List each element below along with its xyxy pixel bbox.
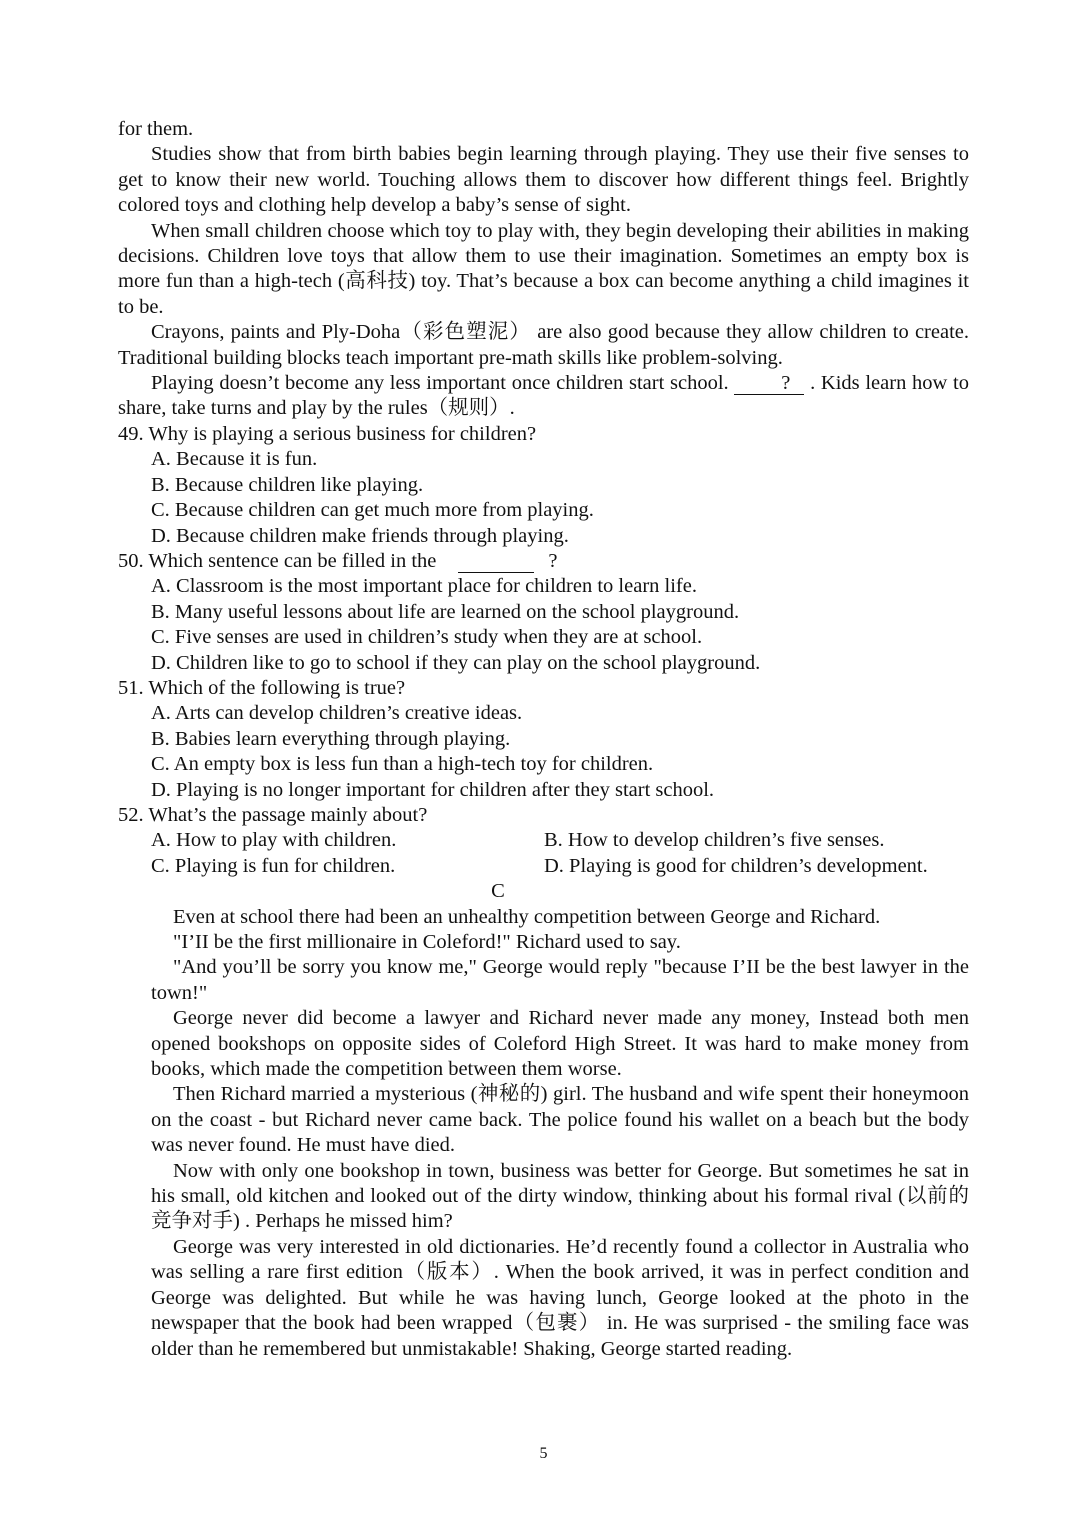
text-column xyxy=(118,117,969,1362)
question-50-option-b: B. Many useful lessons about life are learned on the school playground. xyxy=(151,600,740,623)
story-paragraph: "I’II be the first millionaire in Coleford!" Richard used to say. xyxy=(173,931,681,953)
question-50-blank xyxy=(458,550,534,573)
question-49-option-b: B. Because children like playing. xyxy=(151,473,424,496)
paragraph-senses: Studies show that from birth babies begin learning through playing. They use their five senses to get to know their new world. Touching allows them to discover how different things feel. Brightly colored toys and clothing help develop a baby’s sense of sight. xyxy=(118,143,969,217)
question-51-option-a: A. Arts can develop children’s creative ideas. xyxy=(151,702,523,725)
story-paragraph: Then Richard married a mysterious (神秘的) girl. The husband and wife spent their honeymoon on the coast - but Richard never came back. The police found his wallet on a beach but the body was never found. He must have died. xyxy=(151,1083,969,1157)
paragraph-decisions: When small children choose which toy to play with, they begin developing their abilities in making decisions. Children love toys that allow them to use their imagination. Sometimes an empty box is more fun than a high-tech (高科技) toy. That’s because a box can become anything a child imagines it to be. xyxy=(118,219,969,318)
question-49-option-c: C. Because children can get much more from playing. xyxy=(151,499,594,522)
paragraph-school-after: . Kids learn how to share, take turns and play by the rules（规则）. xyxy=(118,372,969,420)
question-51-option-b: B. Babies learn everything through playing. xyxy=(151,727,511,750)
story-passage xyxy=(151,905,969,1362)
question-50-option-c: C. Five senses are used in children’s study when they are at school. xyxy=(151,626,703,649)
paragraph-create: Crayons, paints and Ply-Doha（彩色塑泥） are also good because they allow children to create. Traditional building blocks teach important pre-math skills like problem-solving. xyxy=(118,321,969,369)
question-49-option-a: A. Because it is fun. xyxy=(151,448,318,471)
question-52-options-row-2 xyxy=(151,854,969,879)
question-50-stem-mark: ? xyxy=(548,549,558,572)
question-50-option-a: A. Classroom is the most important place for children to learn life. xyxy=(151,575,697,598)
story-paragraph: George never did become a lawyer and Richard never made any money, Instead both men opened bookshops on opposite sides of Coleford High Street. It was hard to make money from books, which made the competition between them worse. xyxy=(151,1007,969,1081)
question-51-option-d: D. Playing is no longer important for children after they start school. xyxy=(151,778,715,801)
paragraph-continuation: for them. xyxy=(118,118,194,140)
question-49-stem: 49. Why is playing a serious business for children? xyxy=(118,422,537,445)
question-52-stem: 52. What’s the passage mainly about? xyxy=(118,803,428,826)
question-52-option-c: C. Playing is fun for children. xyxy=(151,854,396,877)
paragraph-school xyxy=(118,371,969,422)
story-paragraph: Even at school there had been an unhealthy competition between George and Richard. xyxy=(173,905,881,928)
story-paragraph: George was very interested in old dictionaries. He’d recently found a collector in Australia who was selling a rare first edition（版本）. When the book arrived, it was in perfect condition and George was delighted. But while he was having lunch, George looked at the photo in the newspaper that the book had been wrapped（包裹） in. He was surprised - the smiling face was older than he remembered but unmistakable! Shaking, George started reading. xyxy=(151,1235,969,1360)
answer-blank: ? xyxy=(734,372,804,395)
section-heading: C xyxy=(491,880,505,903)
question-50-option-d: D. Children like to go to school if they can play on the school playground. xyxy=(151,651,761,674)
question-49-option-d: D. Because children make friends through playing. xyxy=(151,524,569,547)
question-52-option-d: D. Playing is good for children’s development. xyxy=(544,854,928,877)
question-50-stem-text: 50. Which sentence can be filled in the xyxy=(118,549,437,572)
story-paragraph: "And you’ll be sorry you know me," George would reply "because I’II be the best lawyer in the town!" xyxy=(151,956,969,1004)
question-52-options-row-1 xyxy=(151,828,969,853)
question-52-option-a: A. How to play with children. xyxy=(151,829,397,852)
story-paragraph: Now with only one bookshop in town, business was better for George. But sometimes he sat in his small, old kitchen and looked out of the dirty window, thinking about his formal rival (以前的竞争对手) . Perhaps he missed him? xyxy=(151,1159,969,1233)
question-52-option-b: B. How to develop children’s five senses. xyxy=(544,829,885,852)
page-number: 5 xyxy=(539,1445,548,1462)
question-50-stem xyxy=(118,549,969,574)
paragraph-school-before: Playing doesn’t become any less important once children start school. xyxy=(151,372,735,395)
question-51-option-c: C. An empty box is less fun than a high-tech toy for children. xyxy=(151,753,654,776)
question-51-stem: 51. Which of the following is true? xyxy=(118,676,406,699)
